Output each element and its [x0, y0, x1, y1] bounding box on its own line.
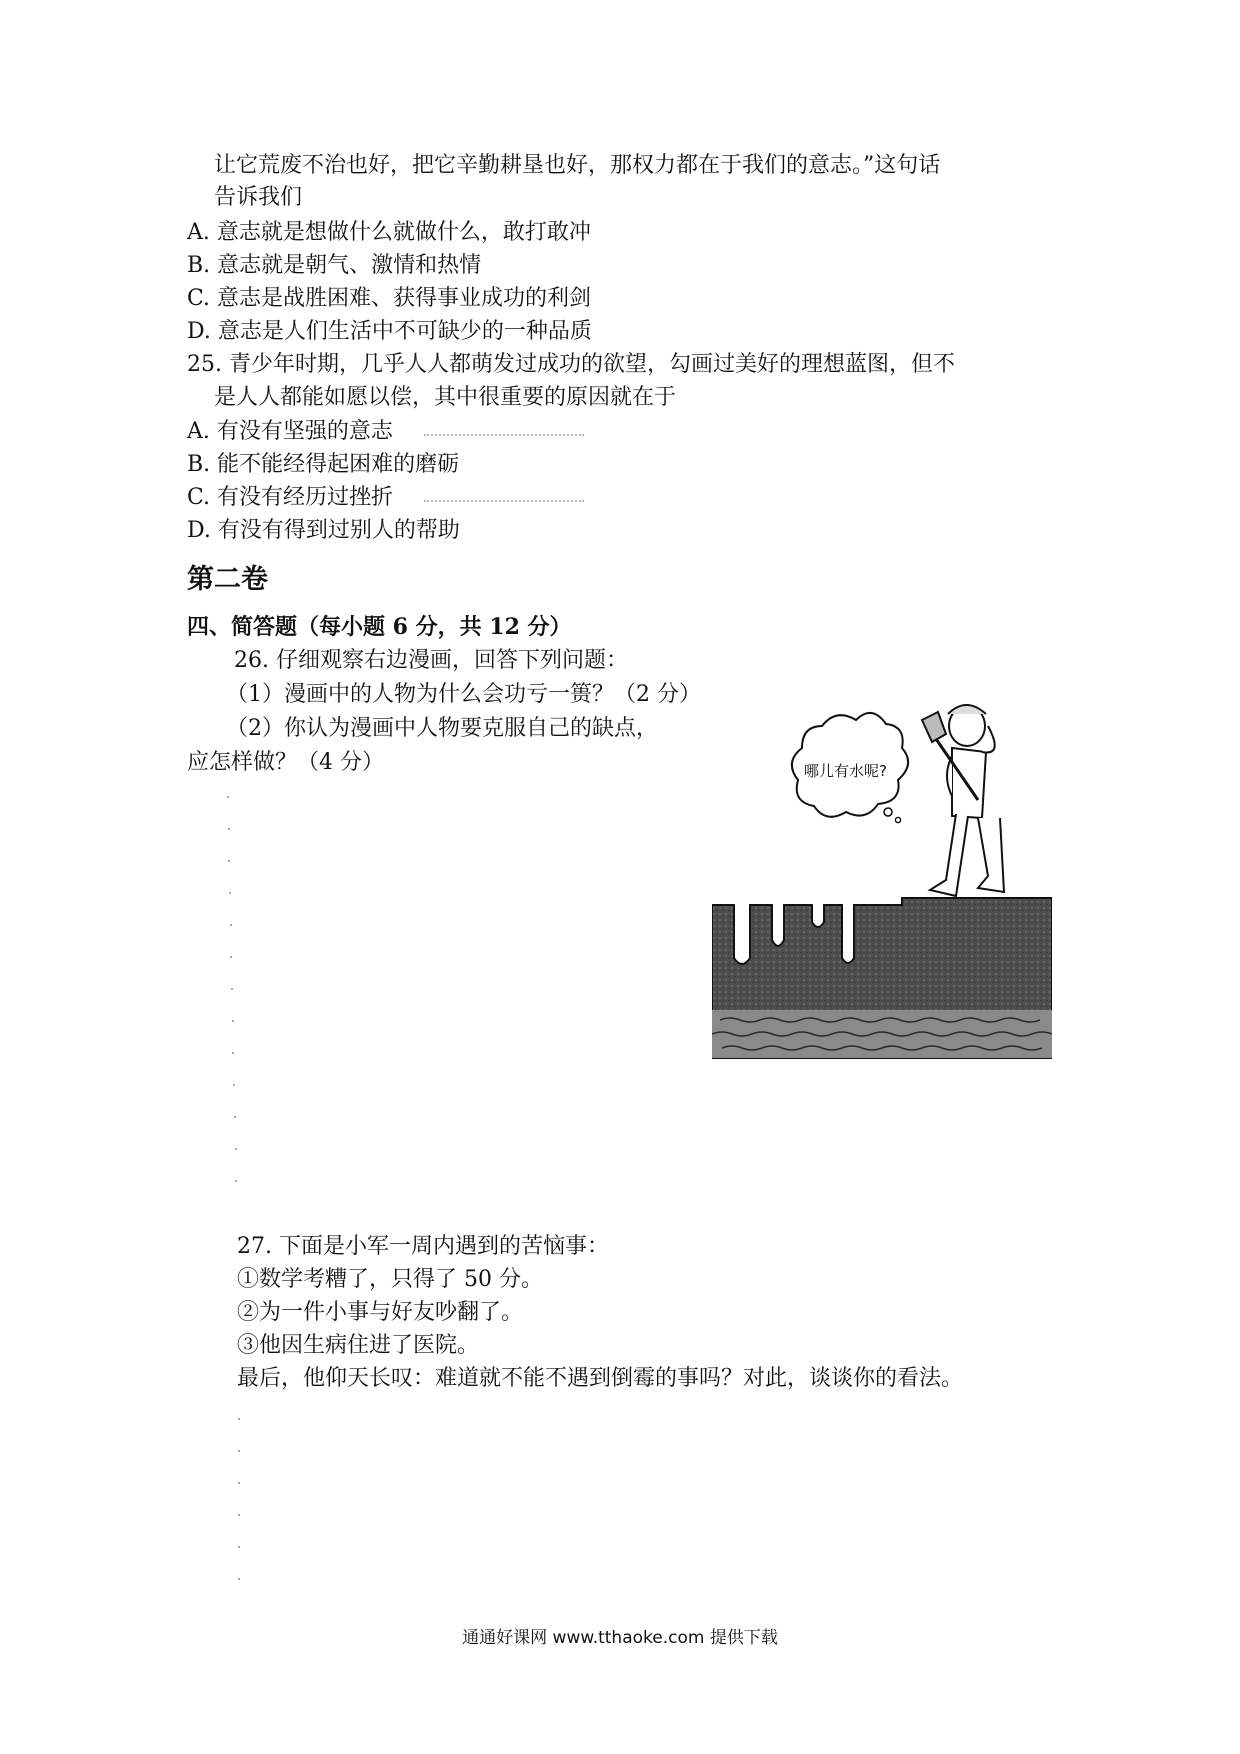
part4-header: 四、简答题（每小题 6 分，共 12 分） [187, 614, 572, 640]
q24-option-a: A. 意志就是想做什么就做什么，敢打敢冲 [187, 220, 591, 245]
q25-option-a: A. 有没有坚强的意志 [187, 419, 393, 444]
q25-stem-line1: 25. 青少年时期，几乎人人都萌发过成功的欲望，勾画过美好的理想蓝图，但不 [187, 352, 955, 377]
q25-stem-line2: 是人人都能如愿以偿，其中很重要的原因就在于 [214, 385, 677, 410]
q27-closing: 最后，他仰天长叹：难道就不能不遇到倒霉的事吗？对此，谈谈你的看法。 [237, 1366, 964, 1391]
q24-option-d: D. 意志是人们生活中不可缺少的一种品质 [187, 319, 592, 344]
q27-stem: 27. 下面是小军一周内遇到的苦恼事： [237, 1234, 609, 1259]
digger-figure-icon [922, 705, 1004, 896]
q24-option-c: C. 意志是战胜困难、获得事业成功的利剑 [187, 286, 592, 311]
q26-sub1: （1）漫画中的人物为什么会功亏一篑？（2 分） [226, 682, 701, 707]
q26-sub2-line2: 应怎样做？（4 分） [187, 750, 384, 775]
q26-stem: 26. 仔细观察右边漫画，回答下列问题： [234, 648, 628, 673]
q27-item-3: ③他因生病住进了医院。 [237, 1333, 480, 1358]
q27-item-2: ②为一件小事与好友吵翻了。 [237, 1300, 524, 1325]
q25-option-d: D. 有没有得到过别人的帮助 [187, 518, 460, 543]
q24-option-b: B. 意志就是朝气、激情和热情 [187, 253, 482, 278]
q25-option-a-dots [424, 432, 584, 436]
water-layer-icon [712, 1010, 1052, 1058]
q27-item-1: ①数学考糟了，只得了 50 分。 [237, 1267, 543, 1292]
section-title: 第二卷 [187, 564, 268, 595]
q26-sub2-line1: （2）你认为漫画中人物要克服自己的缺点， [226, 716, 658, 741]
q25-option-c: C. 有没有经历过挫折 [187, 485, 394, 510]
q24-stem-line2: 告诉我们 [214, 185, 303, 210]
q25-option-c-dots [424, 498, 584, 502]
q25-option-b: B. 能不能经得起困难的磨砺 [187, 452, 460, 477]
thought-bubble-text: 哪儿有水呢? [804, 762, 887, 780]
cartoon-illustration [712, 690, 1052, 1068]
page-footer: 通通好课网 www.tthaoke.com 提供下载 [462, 1628, 778, 1648]
q24-stem-line1: 让它荒废不治也好，把它辛勤耕垦也好，那权力都在于我们的意志。”这句话 [214, 153, 941, 178]
